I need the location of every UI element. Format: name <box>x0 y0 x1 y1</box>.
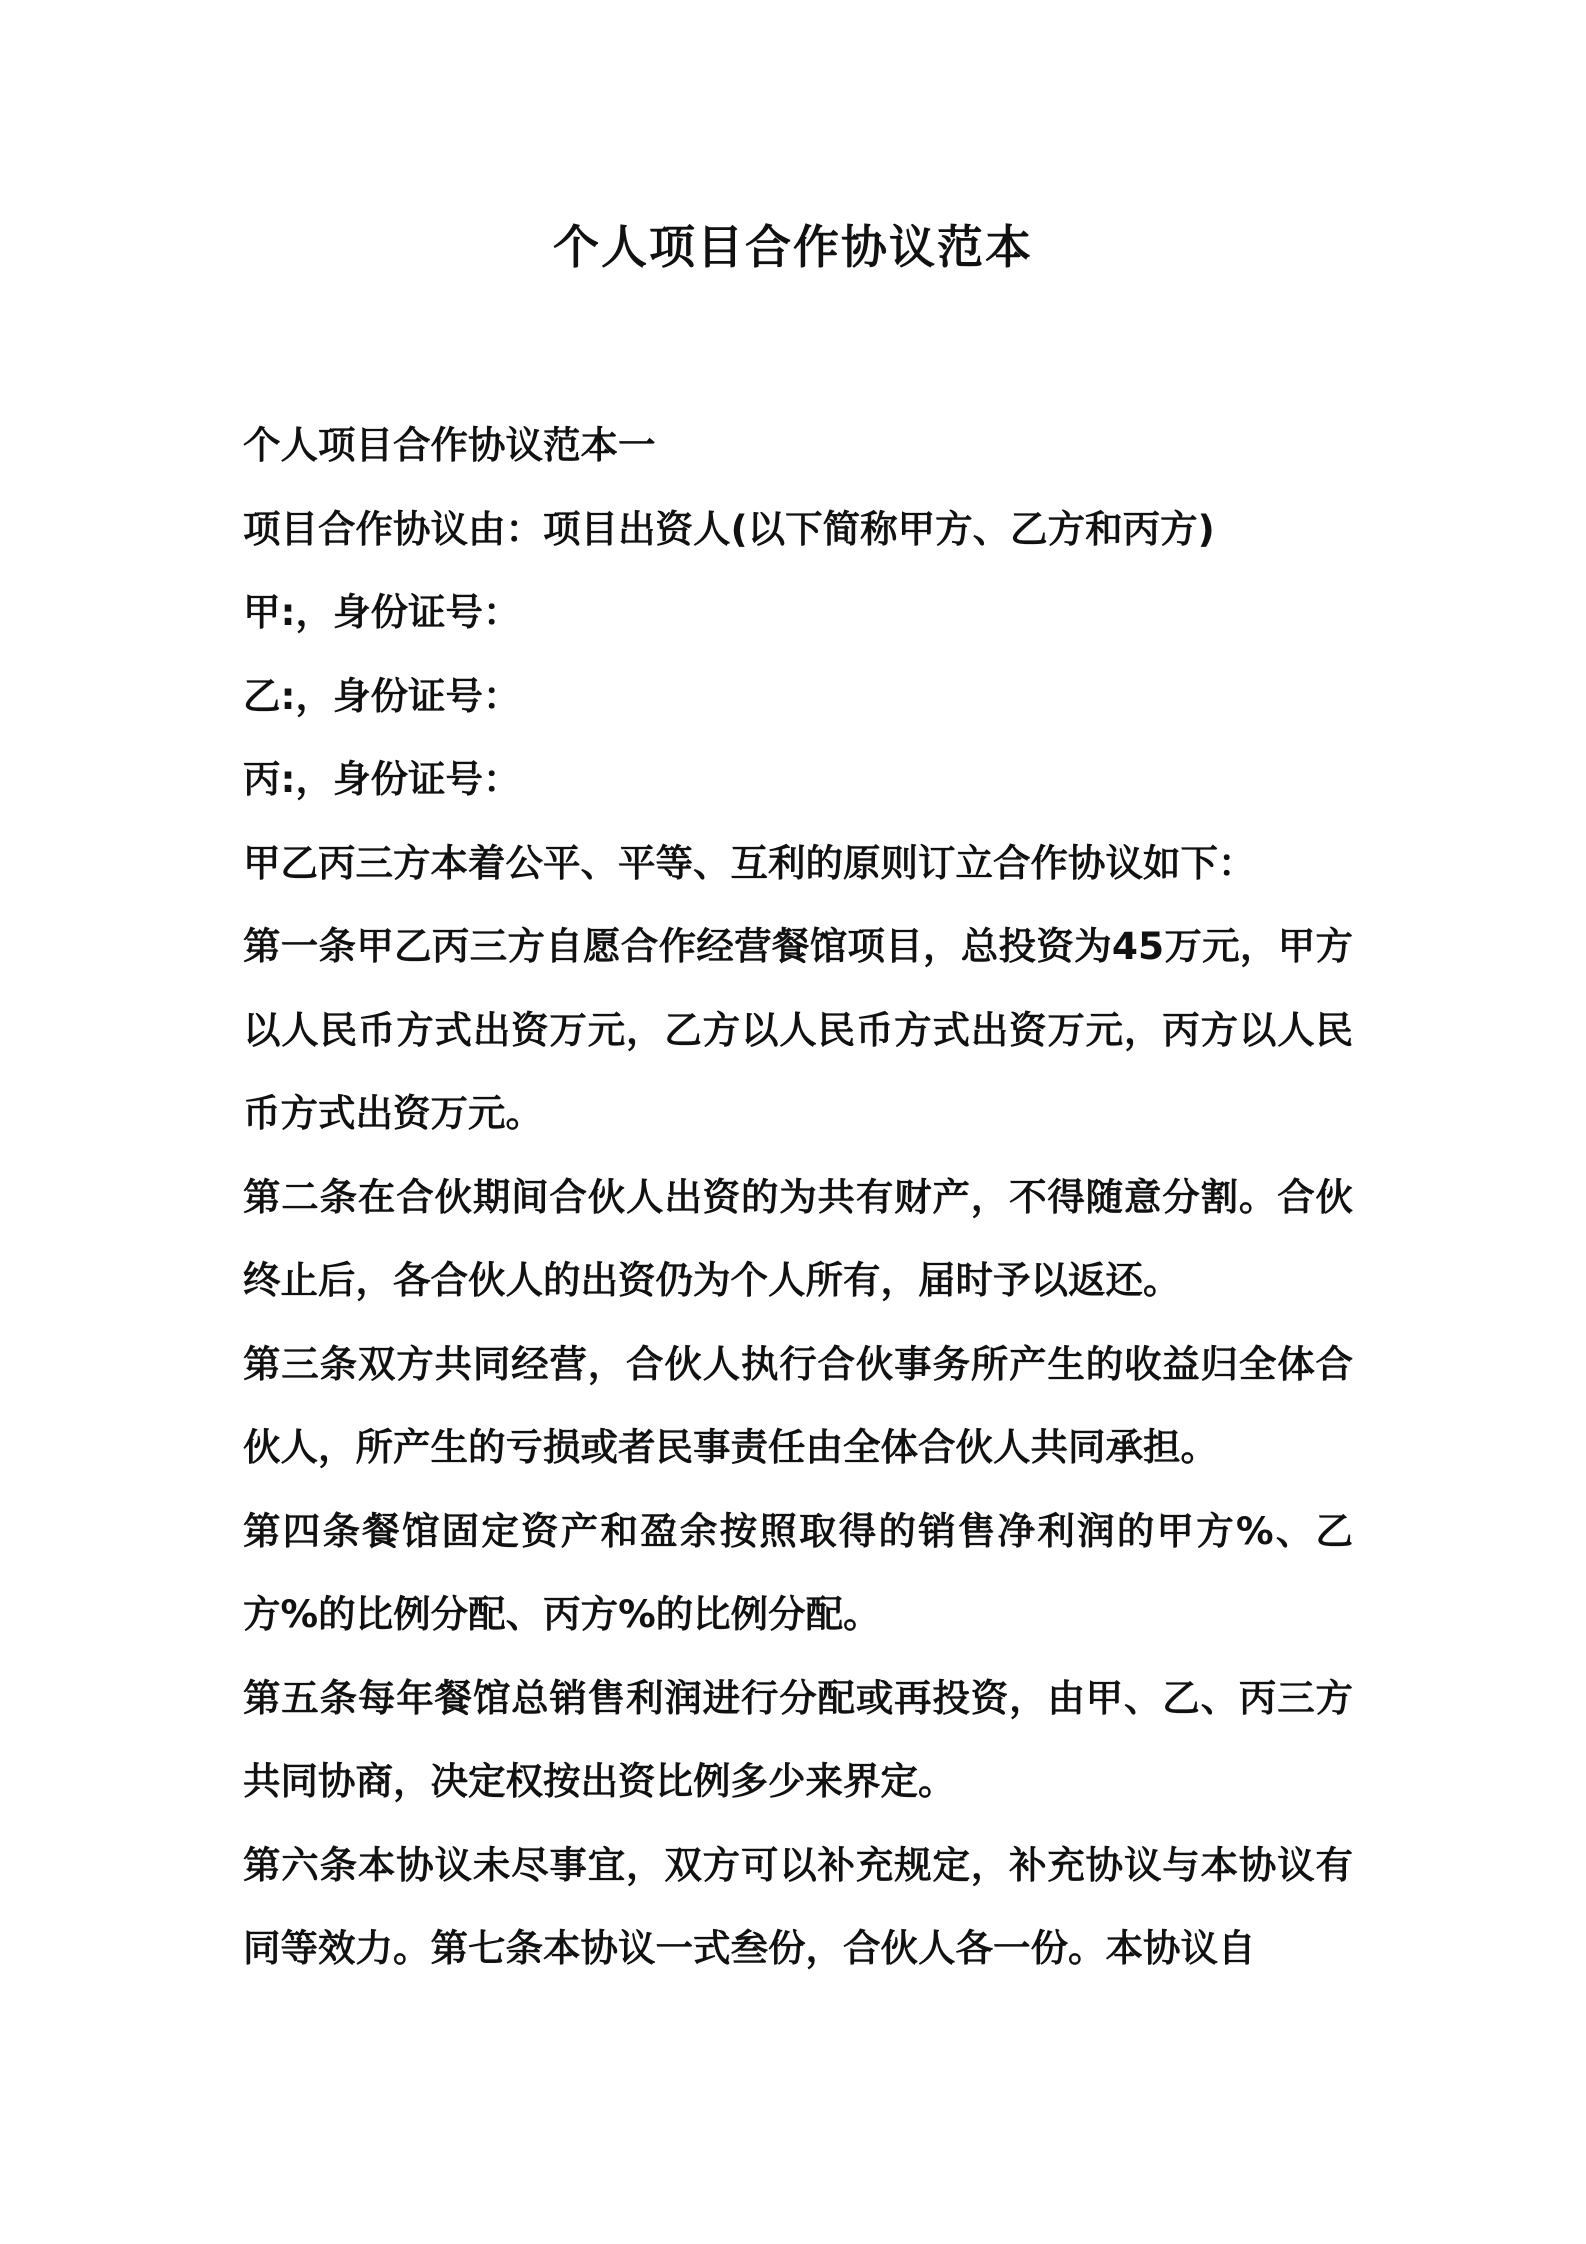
principles-line: 甲乙丙三方本着公平、平等、互利的原则订立合作协议如下： <box>243 840 1256 885</box>
article-1: 第一条甲乙丙三方自愿合作经营餐馆项目，总投资为45万元，甲方以人民币方式出资万元，乙方以人民币方式出资万元，丙方以人民币方式出资万元。 <box>243 924 1353 1135</box>
document-body <box>243 404 1353 1991</box>
article-2: 第二条在合伙期间合伙人出资的为共有财产，不得随意分割。合伙终止后，各合伙人的出资仍为个人所有，届时予以返还。 <box>243 1174 1353 1302</box>
party-b-line: 乙:，身份证号： <box>243 673 521 718</box>
document-title: 个人项目合作协议范本 <box>553 220 1033 274</box>
parties-intro: 项目合作协议由：项目出资人(以下简称甲方、乙方和丙方) <box>243 506 1215 551</box>
subtitle-line: 个人项目合作协议范本一 <box>243 423 656 467</box>
party-a-line: 甲:，身份证号： <box>243 590 521 634</box>
party-c-line: 丙:，身份证号： <box>243 757 521 801</box>
article-6-7: 第六条本协议未尽事宜，双方可以补充规定，补充协议与本协议有同等效力。第七条本协议一式叁份，合伙人各一份。本协议自 <box>243 1842 1353 1970</box>
article-3: 第三条双方共同经营，合伙人执行合伙事务所产生的收益归全体合伙人，所产生的亏损或者民事责任由全体合伙人共同承担。 <box>243 1341 1353 1469</box>
article-4: 第四条餐馆固定资产和盈余按照取得的销售净利润的甲方%、乙方%的比例分配、丙方%的比例分配。 <box>243 1508 1353 1636</box>
article-5: 第五条每年餐馆总销售利润进行分配或再投资，由甲、乙、丙三方共同协商，决定权按出资比例多少来界定。 <box>243 1675 1353 1803</box>
